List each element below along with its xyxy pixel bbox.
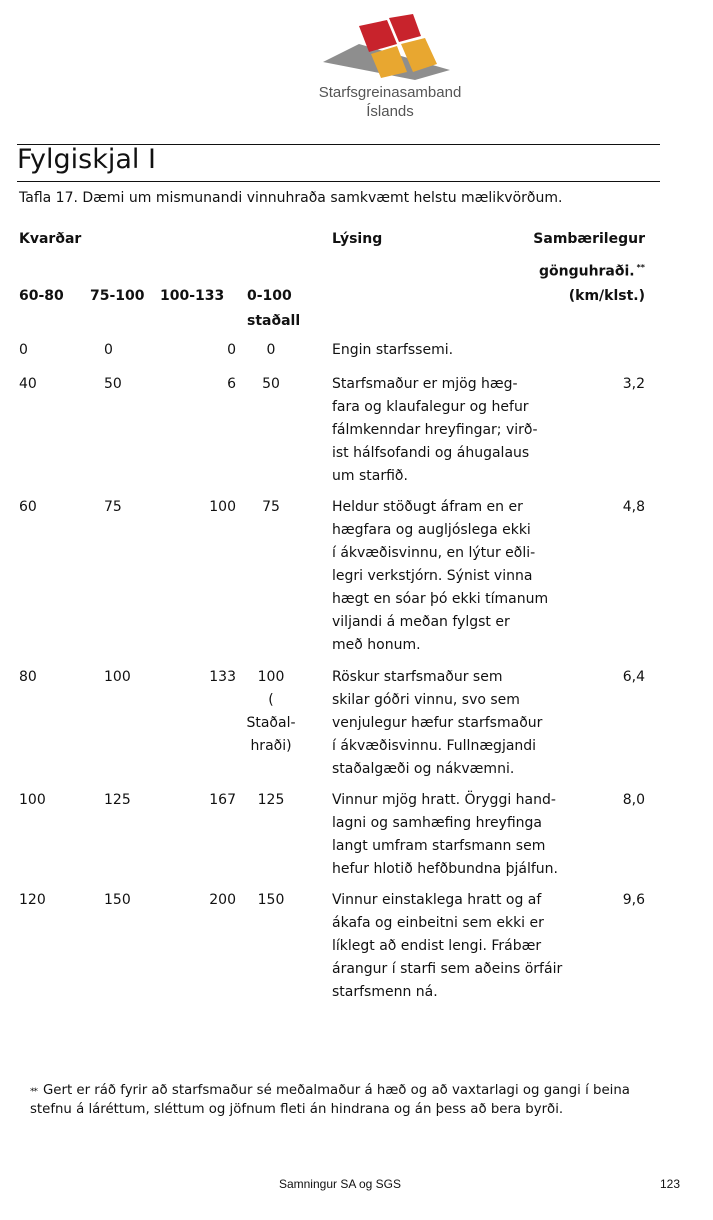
description-line: árangur í starfi sem aðeins örfáir xyxy=(332,961,563,977)
header-col-100-133: 100-133 xyxy=(160,288,225,304)
footnote-mark: ** xyxy=(30,1087,37,1097)
header-col-0-100: 0-100 xyxy=(247,288,292,304)
header-col-75-100: 75-100 xyxy=(90,288,145,304)
cell-100-133: 167 xyxy=(209,792,236,808)
footnote-reference: ** xyxy=(636,263,645,272)
description-line: starfsmenn ná. xyxy=(332,984,438,1000)
description-line: venjulegur hæfur starfsmaður xyxy=(332,715,543,731)
cell-75-100: 125 xyxy=(104,792,131,808)
header-walking-speed-text: gönguhraði. xyxy=(538,263,635,280)
description-line: í ákvæðisvinnu. Fullnægjandi xyxy=(332,738,537,754)
header-col-standard: staðall xyxy=(247,313,301,329)
cell-60-80: 60 xyxy=(19,499,37,515)
header-description: Lýsing xyxy=(332,231,383,247)
heading-rule xyxy=(17,181,660,182)
description-line: Vinnur einstaklega hratt og af xyxy=(332,892,542,908)
description-line: Engin starfssemi. xyxy=(332,342,454,358)
cell-description xyxy=(332,339,592,362)
description-line: langt umfram starfsmann sem xyxy=(332,838,546,854)
cell-100-133: 200 xyxy=(209,892,236,908)
description-line: ákafa og einbeitni sem ekki er xyxy=(332,915,544,931)
cell-walking-speed: 9,6 xyxy=(622,892,645,908)
cell-description xyxy=(332,496,592,657)
header-walking-speed-line2 xyxy=(470,256,645,284)
header-walking-speed-line1: Sambærilegur xyxy=(533,231,645,247)
description-line: hægfara og augljóslega ekki xyxy=(332,522,531,538)
standard-line: hraði) xyxy=(250,738,292,754)
cell-standard: 125 xyxy=(257,792,285,808)
description-line: Heldur stöðugt áfram en er xyxy=(332,499,523,515)
footer-title: Samningur SA og SGS xyxy=(278,1177,402,1191)
cell-75-100: 50 xyxy=(104,376,122,392)
cell-standard xyxy=(246,666,296,758)
cell-60-80: 40 xyxy=(19,376,37,392)
description-line: líklegt að endist lengi. Frábær xyxy=(332,938,542,954)
description-line: staðalgæði og nákvæmni. xyxy=(332,761,515,777)
cell-walking-speed: 3,2 xyxy=(622,376,645,392)
footnote xyxy=(30,1082,660,1118)
logo-text-line2: Íslands xyxy=(366,103,414,120)
cell-75-100: 75 xyxy=(104,499,122,515)
description-line: ist hálfsofandi og áhugalaus xyxy=(332,445,530,461)
description-line: Starfsmaður er mjög hæg- xyxy=(332,376,518,392)
cell-walking-speed: 6,4 xyxy=(622,669,645,685)
cell-100-133: 6 xyxy=(227,376,236,392)
cell-75-100: 0 xyxy=(104,342,113,358)
description-line: hægt en sóar þó ekki tímanum xyxy=(332,591,549,607)
description-line: um starfið. xyxy=(332,468,408,484)
description-line: Vinnur mjög hratt. Öryggi hand- xyxy=(332,792,556,808)
cell-100-133: 100 xyxy=(209,499,236,515)
cell-description xyxy=(332,789,592,881)
logo-text-line1: Starfsgreinasamband xyxy=(318,84,462,101)
standard-line: ( Staðal- xyxy=(246,692,296,731)
standard-line: 100 xyxy=(257,669,285,685)
cell-standard: 75 xyxy=(262,499,280,515)
cell-100-133: 133 xyxy=(209,669,236,685)
header-scales: Kvarðar xyxy=(19,231,82,247)
page-number: 123 xyxy=(659,1177,680,1191)
description-line: fálmkenndar hreyfingar; virð- xyxy=(332,422,538,438)
cell-standard: 50 xyxy=(262,376,280,392)
description-line: skilar góðri vinnu, svo sem xyxy=(332,692,520,708)
cell-100-133: 0 xyxy=(227,342,236,358)
description-line: Röskur starfsmaður sem xyxy=(332,669,503,685)
description-line: legri verkstjórn. Sýnist vinna xyxy=(332,568,533,584)
cell-description xyxy=(332,889,592,1004)
description-line: lagni og samhæfing hreyfinga xyxy=(332,815,543,831)
page-heading: Fylgiskjal I xyxy=(17,144,156,175)
footnote-text: Gert er ráð fyrir að starfsmaður sé meðalmaður á hæð og að vaxtarlagi og gangi í beina stefnu á láréttum, sléttum og jöfnum fleti án hindrana og án þess að bera byrði. xyxy=(30,1083,630,1117)
description-line: fara og klaufalegur og hefur xyxy=(332,399,529,415)
cell-60-80: 100 xyxy=(19,792,46,808)
cell-walking-speed: 8,0 xyxy=(622,792,645,808)
cell-standard: 150 xyxy=(257,892,285,908)
cell-standard: 0 xyxy=(266,342,276,358)
cell-walking-speed: 4,8 xyxy=(622,499,645,515)
description-line: með honum. xyxy=(332,637,421,653)
header-unit: (km/klst.) xyxy=(568,288,645,304)
cell-60-80: 0 xyxy=(19,342,28,358)
header-col-60-80: 60-80 xyxy=(19,288,64,304)
cell-60-80: 80 xyxy=(19,669,37,685)
description-line: í ákvæðisvinnu, en lýtur eðli- xyxy=(332,545,536,561)
logo-mark-icon xyxy=(315,14,465,80)
cell-description xyxy=(332,666,592,781)
table-caption: Tafla 17. Dæmi um mismunandi vinnuhraða samkvæmt helstu mælikvörðum. xyxy=(19,190,563,206)
cell-60-80: 120 xyxy=(19,892,46,908)
cell-description xyxy=(332,373,592,488)
cell-75-100: 100 xyxy=(104,669,131,685)
description-line: hefur hlotið hefðbundna þjálfun. xyxy=(332,861,558,877)
cell-75-100: 150 xyxy=(104,892,131,908)
description-line: viljandi á meðan fylgst er xyxy=(332,614,510,630)
